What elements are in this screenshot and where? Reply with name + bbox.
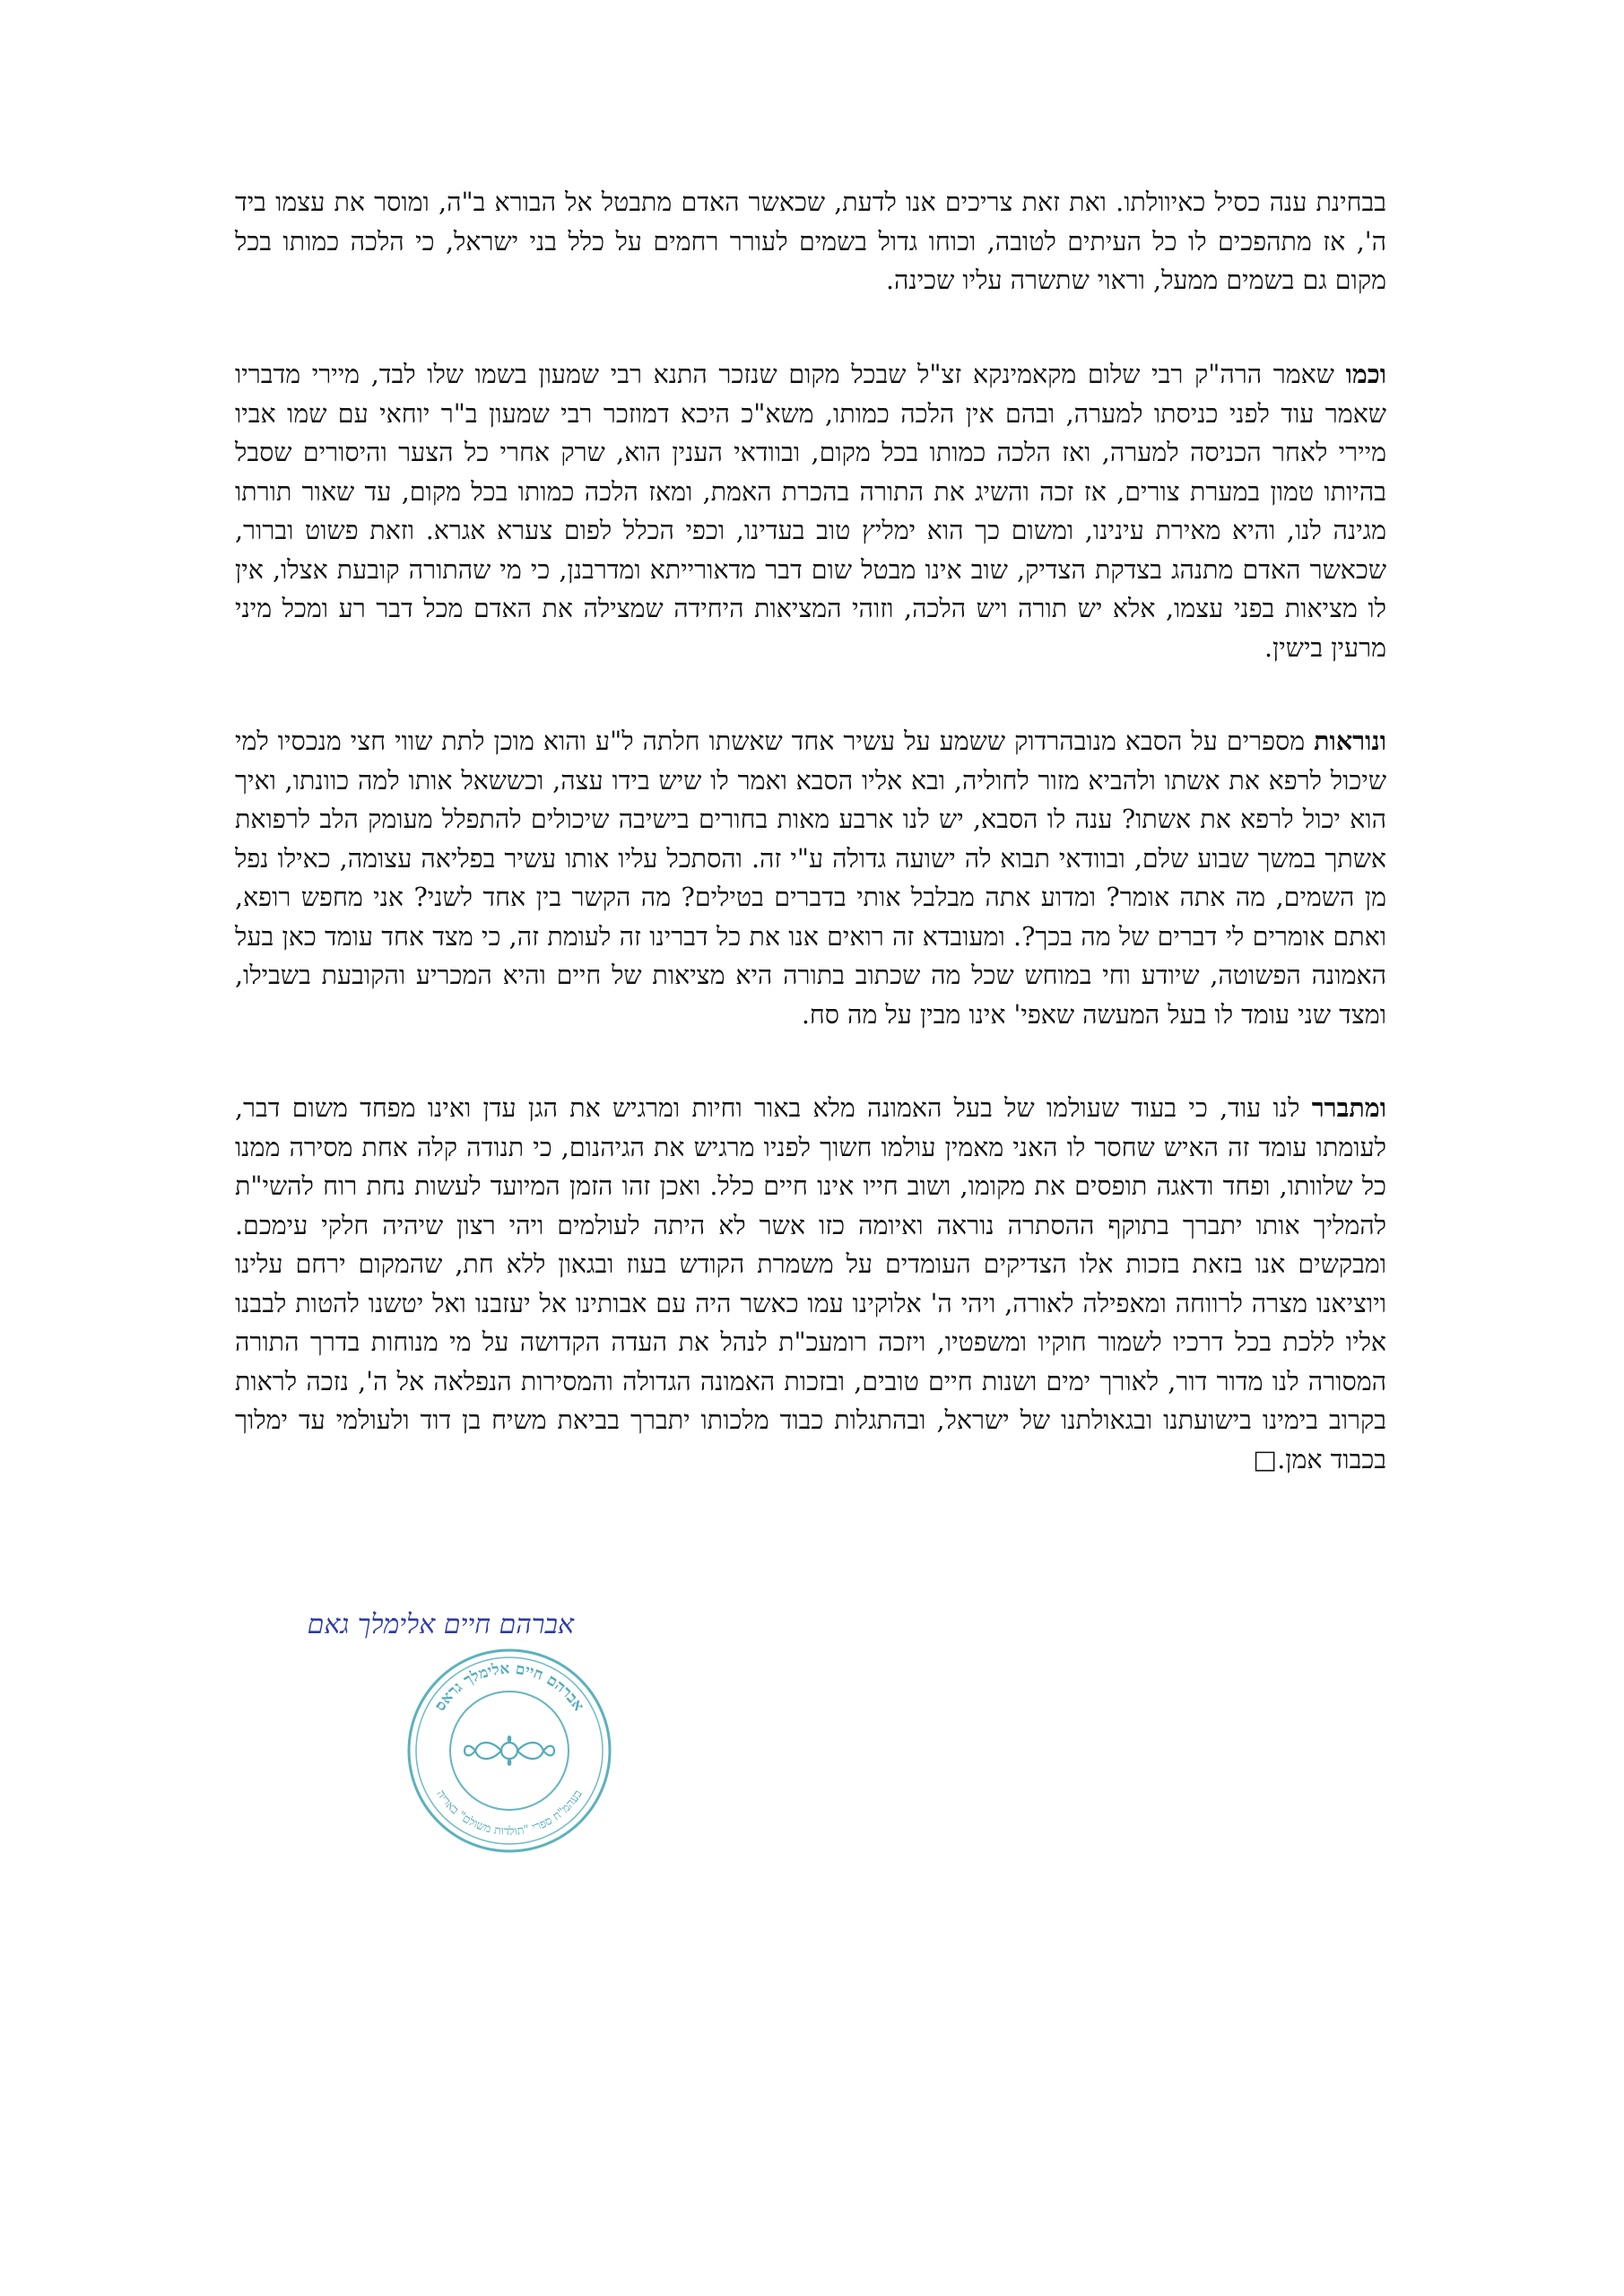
stamp-inner-text: בעהמ"ח ספרי "תולדות משולם" באריה [433, 1787, 586, 1839]
rabbinical-stamp [402, 1643, 617, 1858]
ornament-icon [465, 1736, 554, 1765]
paragraph-text: בבחינת ענה כסיל כאיוולתו. ואת זאת צריכים אנו לדעת, שכאשר האדם מתבטל אל הבורא ב"ה, ומוסר את עצמו ביד ה', אז מתהפכים לו כל העיתים לטובה, וכוחו גדול בשמים לעורר רחמים על כלל בני ישראל, כי הלכה כמותו בכל מקום גם בשמים ממעל, וראוי שתשרה עליו שכינה. [235, 187, 1386, 295]
paragraph-3 [235, 722, 1386, 1034]
paragraph-text: מספרים על הסבא מנובהרדוק ששמע על עשיר אחד שאשתו חלתה ל"ע והוא מוכן לתת שווי חצי מנכסיו למי שיכול לרפא את אשתו ולהביא מזור לחוליה, ובא אליו הסבא ואמר לו שיש בידו עצה, וכששאל אותו למה כוונתו, ואיך הוא יכול לרפא את אשתו? ענה לו הסבא, יש לנו ארבע מאות בחורים בישיבה שיכולים להתפלל מעומק הלב לרפואת אשתך במשך שבוע שלם, ובוודאי תבוא לה ישועה גדולה ע"י זה. והסתכל עליו אותו עשיר בפליאה עצומה, כאילו נפל מן השמים, מה אתה אומר? ומדוע אתה מבלבל אותי בדברים בטילים? מה הקשר בין אחד לשני? אני מחפש רופא, ואתם אומרים לי דברים של מה בכך?. ומעובדא זה רואים אנו את כל דברינו זה לעומת זה, כי מצד אחד עומד כאן בעל האמונה הפשוטה, שיודע וחי במוחש שכל מה שכתוב בתורה היא מציאות של חיים והיא המכריע והקובעת בשבילו, ומצד שני עומד לו בעל המעשה שאפי' אינו מבין על מה סח. [235, 726, 1386, 1030]
stamp-outer-text: אברהם חיים אלימלך גראס [430, 1659, 588, 1715]
paragraph-1 [235, 183, 1386, 300]
signature-text: אברהם חיים אלימלך גאם [307, 1609, 574, 1640]
svg-text:בעהמ"ח ספרי "תולדות משולם" באר [433, 1787, 585, 1839]
paragraph-text: שאמר הרה"ק רבי שלום מקאמינקא זצ"ל שבכל מקום שנזכר התנא רבי שמעון בשמו שלו לבד, מיירי מדבריו שאמר עוד לפני כניסתו למערה, ובהם אין הלכה כמותו, משא"כ היכא דמוזכר רבי שמעון ב"ר יוחאי עם שמו אביו מיירי לאחר הכניסה למערה, ואז הלכה כמותו בכל מקום, ובוודאי הענין הוא, שרק אחרי כל הצער והיסורים שסבל בהיותו טמון במערת צורים, אז זכה והשיג את התורה בהכרת האמת, ומאז הלכה כמותו בכל מקום, עד שאור תורתו מגינה לנו, והיא מאירת עינינו, ומשום כך הוא ימליץ טוב בעדינו, וכפי הכלל לפום צערא אגרא. וזאת פשוט וברור, שכאשר האדם מתנהג בצדקת הצדיק, שוב אינו מבטל שום דבר מדאורייתא ומדרבנן, כי מי שהתורה קובעת אצלו, אין לו מציאות בפני עצמו, אלא יש תורה ויש הלכה, וזוהי המציאות היחידה שמצילה את האדם מכל דבר רע ומכל מיני מרעין בישין. [235, 360, 1386, 663]
paragraph-lead: וכמו [1345, 359, 1386, 389]
paragraph-lead: ומתברר [1311, 1092, 1386, 1123]
paragraph-4 [235, 1089, 1386, 1479]
paragraph-lead: ונוראות [1314, 726, 1386, 756]
svg-text:אברהם חיים אלימלך גראס [431, 1660, 587, 1715]
paragraph-2 [235, 355, 1386, 667]
paragraph-text: לנו עוד, כי בעוד שעולמו של בעל האמונה מלא באור וחיות ומרגיש את הגן עדן ואינו מפחד משום דבר, לעומתו עומד זה האיש שחסר לו האני מאמין עולמו חשוך לפניו מרגיש את הגיהנום, כי תנודה קלה אחת מסירה ממנו כל שלוותו, ופחד ודאגה תופסים את מקומו, ושוב חייו אינו חיים כלל. ואכן זהו הזמן המיועד לעשות נחת רוח להשי"ת להמליך אותו יתברך בתוקף ההסתרה נוראה ואיומה כזו אשר לא היתה לעולמים ויהי רצון שיהיה חלקי עימכם. ומבקשים אנו בזאת בזכות אלו הצדיקים העומדים על משמרת הקודש בעוז ובגאון ללא חת, שהמקום ירחם עלינו ויוציאנו מצרה לרווחה ומאפילה לאורה, ויהי ה' אלוקינו עמו כאשר היה עם אבותינו אל יעזבנו ואל יטשנו להטות לבבנו אליו ללכת בכל דרכיו לשמור חוקיו ומשפטיו, ויזכה רומעכ"ת לנהל את העדה הקדושה על מי מנוחות בדרך התורה המסורה לנו מדור דור, לאורך ימים ושנות חיים טובים, ובזכות האמונה הגדולה והמסירות הנפלאה אל ה', נזכה לראות בקרוב בימינו בישועתנו ובגאולתנו של ישראל, ובהתגלות כבוד מלכותו יתברך בביאת משיח בן דוד ולעולמי עד ימלוך בכבוד אמן.□ [235, 1093, 1386, 1474]
